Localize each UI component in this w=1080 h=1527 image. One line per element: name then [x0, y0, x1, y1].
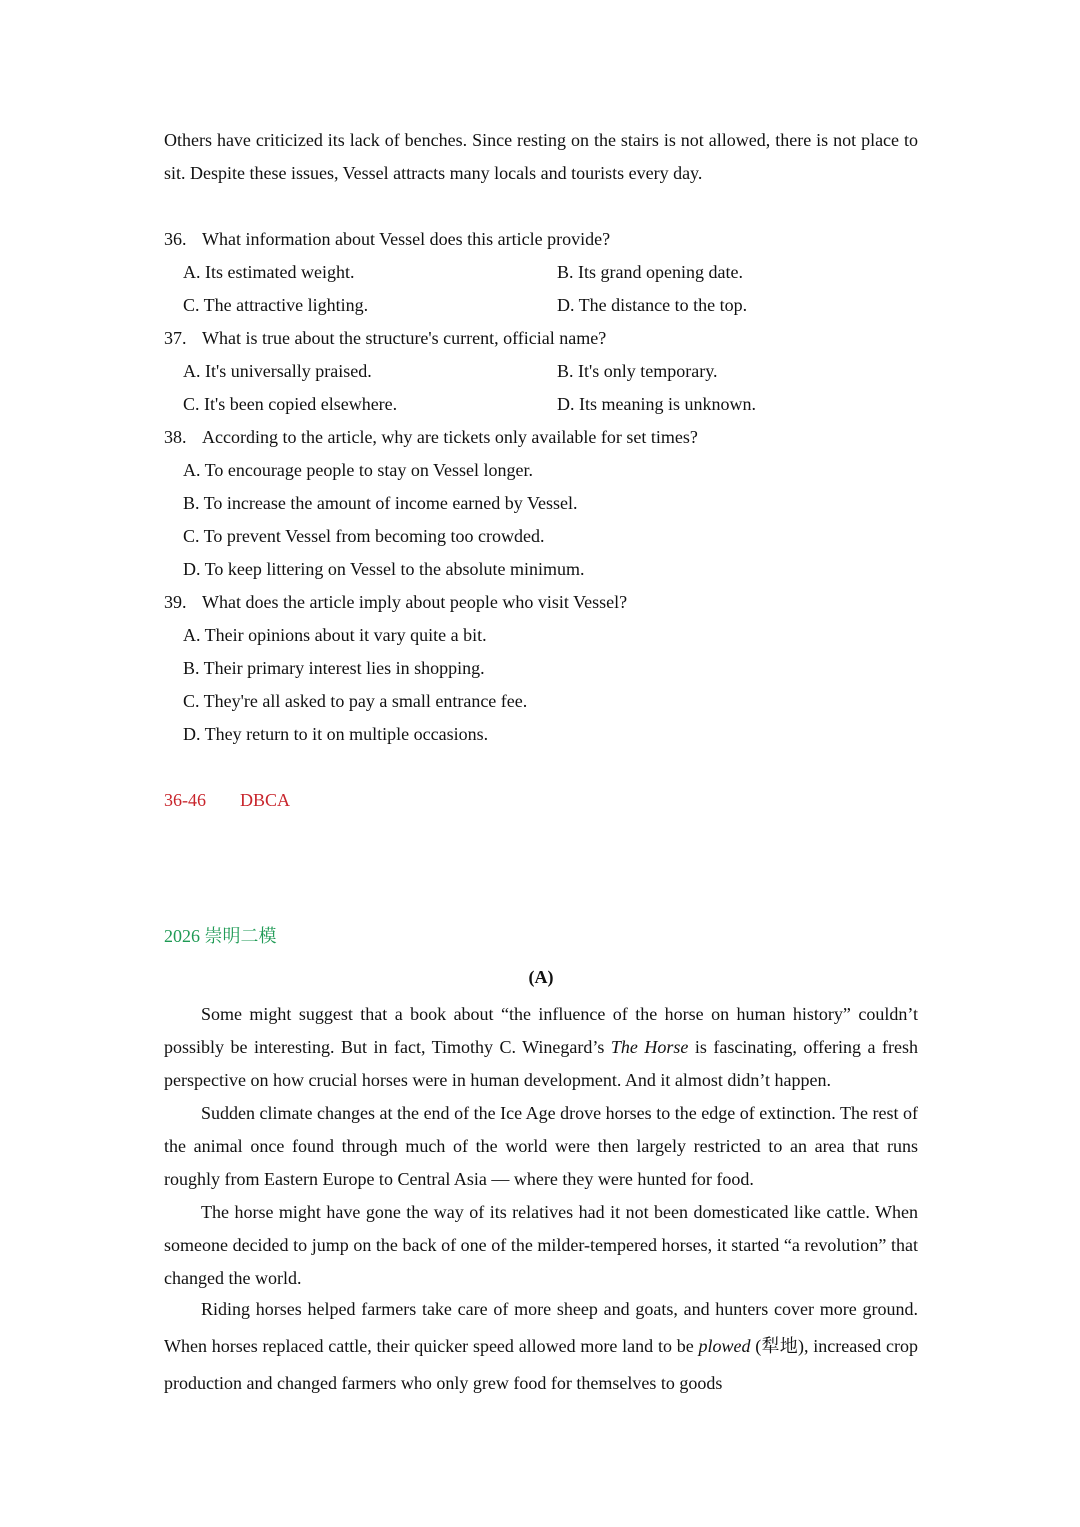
option-b: B. To increase the amount of income earned by Vessel. — [183, 493, 578, 513]
question-number: 39. — [164, 592, 187, 612]
question-36 — [164, 223, 918, 256]
option-a: A. To encourage people to stay on Vessel longer. — [183, 460, 533, 480]
option-row — [164, 256, 918, 289]
source-label: 2026 崇明二模 — [164, 926, 277, 946]
option-b: B. It's only temporary. — [557, 361, 718, 381]
question-38 — [164, 421, 918, 454]
option-a: A. Its estimated weight. — [183, 262, 355, 282]
passage-paragraph-3: The horse might have gone the way of its relatives had it not been domesticated like cattle. When someone decided to jump on the back of one of the milder-tempered horses, it started “a revolution” that changed the world. — [164, 1202, 918, 1288]
vocab-gloss: (犁地) — [750, 1336, 805, 1356]
document-page — [164, 124, 918, 817]
option-b: B. Their primary interest lies in shopping. — [183, 658, 485, 678]
question-39 — [164, 586, 918, 619]
passage-paragraph-1 — [164, 998, 918, 1097]
option-a: A. It's universally praised. — [183, 361, 372, 381]
question-number: 36. — [164, 229, 187, 249]
text-run: Riding horses helped farmers take care of more sheep and goats, and hunters cover more ground. When horses replaced cattle, their quicker speed allowed more land to be — [164, 1299, 918, 1356]
passage-paragraph-2: Sudden climate changes at the end of the Ice Age drove horses to the edge of extinction. The rest of the animal once found through much of the world were then largely restricted to an area that runs roughly from Eastern Europe to Central Asia — where they were hunted for food. — [164, 1103, 918, 1189]
question-text: What does the article imply about people who visit Vessel? — [202, 592, 628, 612]
option-d: D. To keep littering on Vessel to the absolute minimum. — [183, 559, 585, 579]
option-a: A. Their opinions about it vary quite a bit. — [183, 625, 487, 645]
option-d: D. The distance to the top. — [557, 295, 748, 315]
answer-letters: DBCA — [240, 790, 291, 810]
question-text: According to the article, why are tickets only available for set times? — [202, 427, 698, 447]
option-c: C. To prevent Vessel from becoming too crowded. — [183, 526, 545, 546]
vocab-term: plowed — [698, 1336, 751, 1356]
option-c: C. They're all asked to pay a small entrance fee. — [183, 691, 528, 711]
option-d: D. Its meaning is unknown. — [557, 394, 756, 414]
option-c: C. The attractive lighting. — [183, 295, 369, 315]
option-d: D. They return to it on multiple occasions. — [183, 724, 489, 744]
text-run: , increased crop production and changed farmers who only grew food for themselves to goods — [164, 1336, 919, 1393]
option-row — [164, 388, 918, 421]
text-run: Some might suggest that a book about “the influence of the horse on human history” couldn’t possibly be interesting. But in fact, Timothy C. Winegard’s — [164, 1004, 918, 1057]
question-text: What information about Vessel does this article provide? — [202, 229, 611, 249]
option-c: C. It's been copied elsewhere. — [183, 394, 398, 414]
question-37 — [164, 322, 918, 355]
reading-passage — [164, 998, 918, 1402]
intro-paragraph: Others have criticized its lack of benches. Since resting on the stairs is not allowed, there is not place to sit. Despite these issues, Vessel attracts many locals and tourists every day. — [164, 130, 918, 183]
passage-paragraph-4 — [164, 1291, 918, 1402]
question-number: 37. — [164, 328, 187, 348]
option-row — [164, 289, 918, 322]
question-list — [164, 223, 918, 751]
option-b: B. Its grand opening date. — [557, 262, 743, 282]
option-row — [164, 355, 918, 388]
book-title: The Horse — [610, 1037, 689, 1057]
answer-key — [164, 784, 918, 817]
question-text: What is true about the structure's current, official name? — [202, 328, 607, 348]
passage-title: (A) — [528, 967, 554, 987]
answer-range: 36-46 — [164, 790, 206, 810]
text-run: is fascinating, offering a fresh perspective on how crucial horses were in human development. And it almost didn’t happen. — [164, 1037, 918, 1090]
question-number: 38. — [164, 427, 187, 447]
